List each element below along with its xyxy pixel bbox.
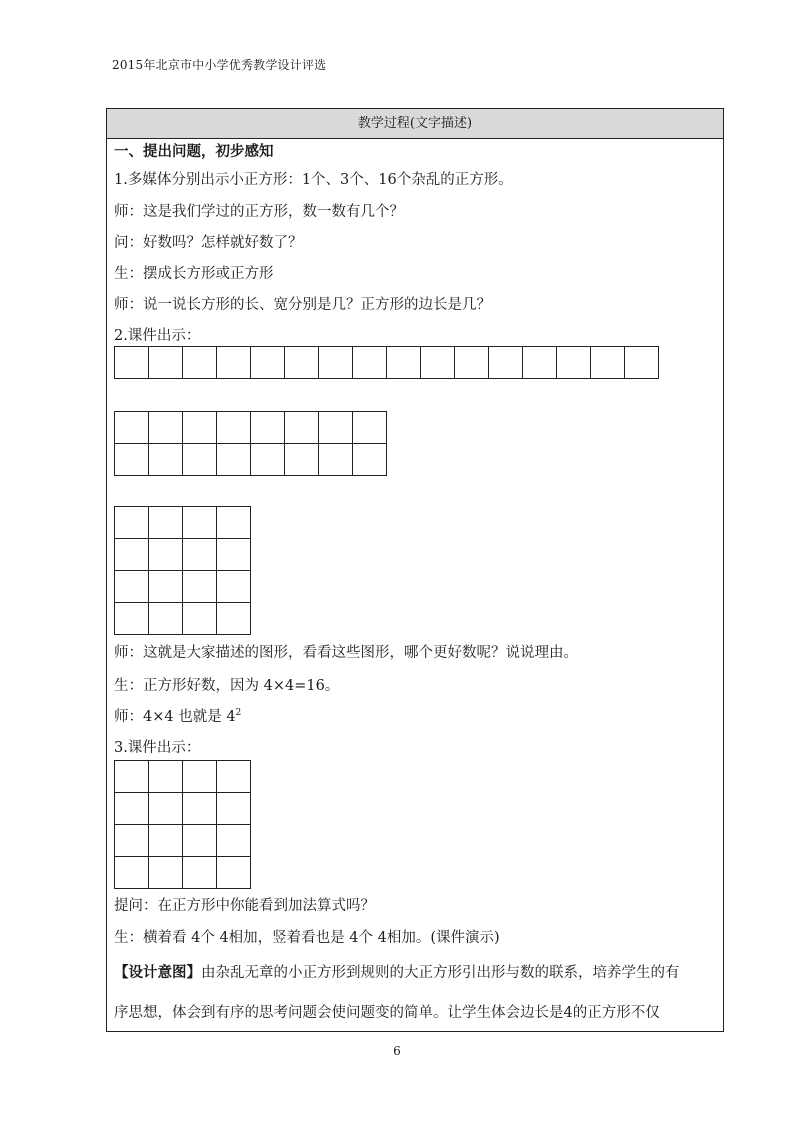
grid-cell — [285, 347, 319, 379]
text-line-1: 1.多媒体分别出示小正方形：1个、3个、16个杂乱的正方形。 — [114, 172, 513, 188]
text-line-4: 生：摆成长方形或正方形 — [114, 266, 274, 282]
grid-cell — [217, 825, 251, 857]
text-line-12: 生：横着看 4个 4相加，竖着看也是 4个 4相加。(课件演示) — [114, 930, 500, 946]
grid-cell — [149, 571, 183, 603]
grid-cell — [387, 347, 421, 379]
grid-cell — [285, 412, 319, 444]
grid-cell — [115, 571, 149, 603]
grid-cell — [523, 347, 557, 379]
text-line-9 — [114, 705, 241, 726]
grid-cell — [183, 444, 217, 476]
grid-cell — [115, 761, 149, 793]
grid-cell — [115, 347, 149, 379]
grid-cell — [353, 444, 387, 476]
text-line-11: 提问：在正方形中你能看到加法算式吗？ — [114, 898, 375, 914]
design-note-line-2: 序思想，体会到有序的思考问题会使问题变的简单。让学生体会边长是4的正方形不仅 — [114, 1005, 660, 1021]
grid-cell — [149, 793, 183, 825]
grid-cell — [115, 603, 149, 635]
grid-cell — [115, 444, 149, 476]
grid-cell — [591, 347, 625, 379]
grid-cell — [251, 412, 285, 444]
text-line-5: 师：说一说长方形的长、宽分别是几？正方形的边长是几？ — [114, 297, 491, 313]
grid-cell — [115, 857, 149, 889]
text-line-8: 生：正方形好数，因为 4×4=16。 — [114, 678, 340, 694]
grid-cell — [149, 825, 183, 857]
grid-cell — [183, 857, 217, 889]
text-line-10: 3.课件出示： — [114, 740, 201, 756]
grid-cell — [183, 603, 217, 635]
grid-cell — [149, 539, 183, 571]
lesson-process-table — [106, 108, 724, 1032]
grid-cell — [149, 603, 183, 635]
grid-cell — [217, 761, 251, 793]
grid-cell — [489, 347, 523, 379]
grid-cell — [217, 507, 251, 539]
grid-cell — [115, 539, 149, 571]
grid-cell — [285, 444, 319, 476]
grid-cell — [149, 857, 183, 889]
grid-cell — [183, 412, 217, 444]
text-line-2: 师：这是我们学过的正方形，数一数有几个？ — [114, 204, 404, 220]
page-number: 6 — [393, 1044, 401, 1058]
grid-cell — [319, 444, 353, 476]
grid-cell — [217, 347, 251, 379]
grid-cell — [251, 347, 285, 379]
grid-cell — [217, 793, 251, 825]
grid-cell — [115, 412, 149, 444]
square-grid-a — [114, 506, 251, 635]
grid-cell — [217, 444, 251, 476]
square-grid-b — [114, 760, 251, 889]
grid-cell — [149, 444, 183, 476]
grid-cell — [217, 603, 251, 635]
square-strip-grid — [114, 346, 659, 379]
grid-cell — [421, 347, 455, 379]
grid-cell — [183, 507, 217, 539]
grid-cell — [557, 347, 591, 379]
grid-cell — [115, 507, 149, 539]
rectangle-grid — [114, 411, 387, 476]
text-line-3: 问：好数吗？怎样就好数了？ — [114, 235, 303, 251]
grid-cell — [149, 347, 183, 379]
grid-cell — [217, 412, 251, 444]
grid-cell — [251, 444, 285, 476]
table-content — [114, 138, 717, 1031]
design-note-text-1: 由杂乱无章的小正方形到规则的大正方形引出形与数的联系，培养学生的有 — [201, 965, 680, 981]
section-title: 一、提出问题，初步感知 — [114, 143, 274, 160]
grid-cell — [183, 761, 217, 793]
grid-cell — [149, 761, 183, 793]
text-line-9-main: 师：4×4 也就是 4 — [114, 709, 236, 725]
page-header: 2015年北京市中小学优秀教学设计评选 — [112, 58, 327, 72]
grid-cell — [217, 857, 251, 889]
grid-cell — [183, 539, 217, 571]
grid-cell — [115, 793, 149, 825]
text-line-7: 师：这就是大家描述的图形，看看这些图形，哪个更好数呢？说说理由。 — [114, 645, 578, 661]
grid-cell — [115, 825, 149, 857]
grid-cell — [149, 507, 183, 539]
grid-cell — [353, 347, 387, 379]
grid-cell — [183, 793, 217, 825]
grid-cell — [625, 347, 659, 379]
design-note-line-1 — [114, 961, 680, 982]
grid-cell — [183, 347, 217, 379]
grid-cell — [149, 412, 183, 444]
grid-cell — [183, 571, 217, 603]
grid-cell — [319, 412, 353, 444]
text-line-6: 2.课件出示： — [114, 328, 201, 344]
grid-cell — [353, 412, 387, 444]
grid-cell — [217, 539, 251, 571]
grid-cell — [319, 347, 353, 379]
grid-cell — [183, 825, 217, 857]
exponent: 2 — [235, 708, 242, 719]
grid-cell — [217, 571, 251, 603]
design-note-label: 【设计意图】 — [114, 964, 201, 981]
grid-cell — [455, 347, 489, 379]
table-heading: 教学过程(文字描述) — [107, 109, 723, 139]
